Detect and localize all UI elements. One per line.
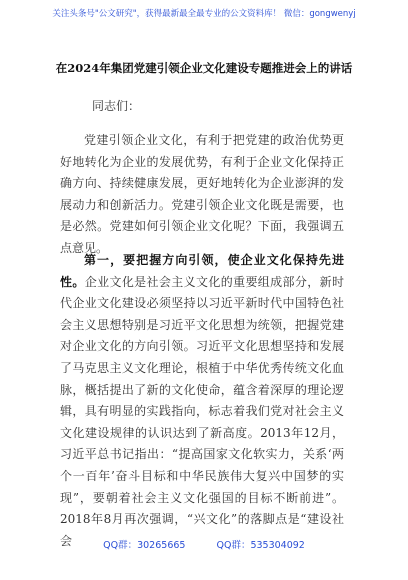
greeting: 同志们： [92, 99, 141, 113]
paragraph-first-point [60, 250, 344, 552]
qq-group-2: QQ群：535304092 [216, 540, 305, 551]
header-banner: 关注头条号"公文研究"，获得最新最全最专业的公文资料库！ 微信：gongwenyj [52, 9, 356, 19]
document-title: 在2024年集团党建引领企业文化建设专题推进会上的讲话 [55, 61, 353, 75]
footer-contacts [0, 537, 408, 551]
paragraph-lead: 第一，要把握方向引领，使企业文化保持先进性。 [60, 253, 344, 289]
paragraph-intro: 党建引领企业文化，有利于把党建的政治优势更好地转化为企业的发展优势，有利于企业文化保持正确方向、持续健康发展，更好地转化为企业澎湃的发展动力和创新活力。党建引领企业文化既是需要，也是必然。党建如何引领企业文化呢？下面，我强调五点意见。 [60, 133, 344, 255]
qq-group-1: QQ群：30265665 [103, 540, 186, 551]
paragraph-body: 企业文化是社会主义文化的重要组成部分，新时代企业文化建设必须坚持以习近平新时代中国特色社会主义思想特别是习近平文化思想为统领，把握党建对企业文化的方向引领。习近平文化思想坚持和发展了马克思主义文化理论，根植于中华优秀传统文化血脉，概括提出了新的文化使命，蕴含着深厚的理论逻辑，具有明显的实践指向，标志着我们党对社会主义文化建设规律的认识达到了新高度。2013年12月，习近平总书记指出：“提高国家文化软实力，关系‘两个一百年’奋斗目标和中华民族伟大复兴中国梦的实现”，要朝着社会主义文化强国的目标不断前进”。2018年8月再次强调，“兴文化”的落脚点是“建设社会 [60, 274, 344, 548]
